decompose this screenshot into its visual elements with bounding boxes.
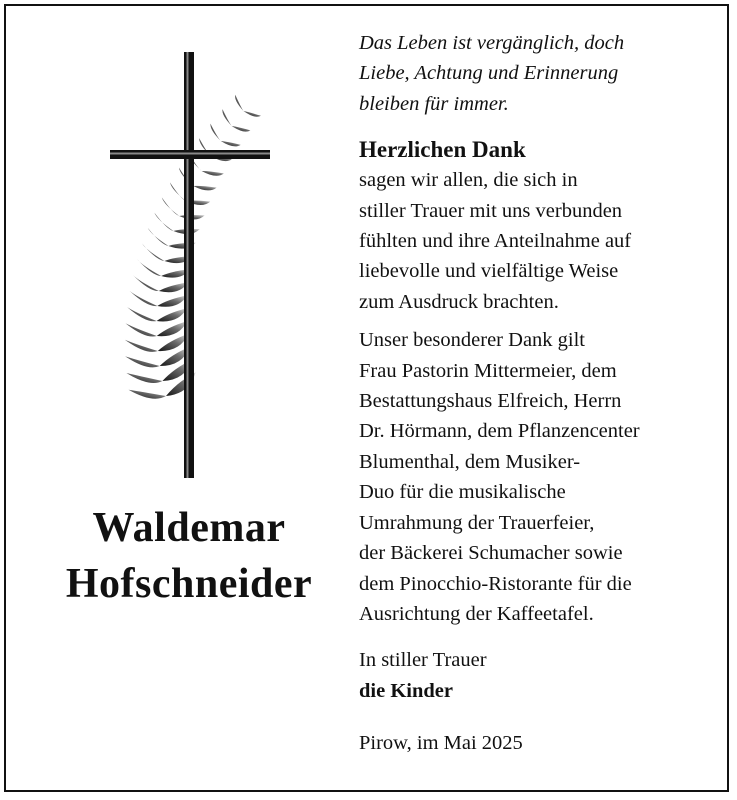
frond-leaflet	[157, 321, 187, 336]
special-thanks-line: Unser besonderer Dank gilt	[359, 329, 586, 352]
frond-leaflet	[232, 126, 251, 132]
frond-leaflet	[157, 308, 187, 321]
special-thanks-line: Blumenthal, dem Musiker-	[359, 450, 581, 473]
frond-leaflet	[125, 323, 156, 336]
frond-leaflet	[170, 182, 186, 201]
frond-leaflet	[133, 275, 159, 291]
frond-leaflet	[154, 213, 173, 231]
frond-leaflet	[202, 171, 224, 176]
closing-text: In stiller Trauer	[359, 649, 487, 672]
frond-leaflet	[142, 243, 165, 261]
frond-leaflet	[210, 124, 220, 141]
special-thanks-line: Umrahmung der Trauerfeier,	[359, 511, 595, 534]
deceased-last-name: Hofschneider	[65, 561, 313, 607]
motto	[359, 28, 725, 119]
thanks-text	[359, 165, 725, 317]
deceased-first-name: Waldemar	[92, 505, 286, 551]
motto-line: Liebe, Achtung und Erinnerung	[359, 62, 619, 85]
obituary-frame	[4, 4, 729, 792]
frond-leaflet	[127, 307, 157, 321]
thanks-line: stiller Trauer mit uns verbunden	[359, 199, 623, 222]
frond-leaflet	[126, 373, 162, 383]
frond-leaflet	[162, 197, 179, 216]
frond-leaflet	[243, 111, 261, 117]
frond-leaflet	[157, 295, 187, 306]
frond-leaflet	[221, 141, 241, 146]
frond-leaflet	[193, 186, 216, 191]
signature-text: die Kinder	[359, 679, 453, 702]
frond-leaflet	[158, 334, 188, 351]
frond-leaflet	[129, 390, 166, 399]
frond-leaflet	[222, 109, 231, 126]
special-thanks-line: Bestattungshaus Elfreich, Herrn	[359, 390, 622, 413]
motto-line: Das Leben ist vergänglich, doch	[359, 32, 625, 54]
right-column	[359, 28, 725, 759]
motto-line: bleiben für immer.	[359, 92, 509, 115]
thanks-line: sagen wir allen, die sich in	[359, 169, 578, 192]
frond-leaflet	[148, 228, 169, 246]
frond-leaflet	[137, 259, 161, 276]
thanks-heading: Herzlichen Dank	[359, 137, 526, 163]
thanks-line: zum Ausdruck brachten.	[359, 290, 559, 313]
closing-block	[359, 645, 725, 758]
frond-leaflet	[125, 356, 160, 367]
thanks-line: liebevolle und vielfältige Weise	[359, 260, 619, 283]
cross-with-palm-frond-icon	[106, 46, 286, 486]
cross-icon	[110, 52, 270, 478]
special-thanks-line: Frau Pastorin Mittermeier, dem	[359, 359, 617, 382]
frond-leaflet	[159, 282, 188, 292]
special-thanks-line: der Bäckerei Schumacher sowie	[359, 542, 623, 565]
frond-leaflet	[129, 291, 157, 306]
deceased-name	[6, 500, 372, 612]
frond-leaflet	[125, 340, 158, 352]
special-thanks-line: Dr. Hörmann, dem Pflanzencenter	[359, 420, 640, 443]
special-thanks-line: dem Pinocchio-Ristorante für die	[359, 572, 632, 595]
special-thanks-line: Duo für die musikalische	[359, 481, 566, 504]
special-thanks	[359, 325, 725, 629]
special-thanks-line: Ausrichtung der Kaffeetafel.	[359, 602, 594, 625]
thanks-line: fühlten und ihre Anteilnahme auf	[359, 230, 632, 253]
frond-leaflet	[235, 95, 243, 111]
left-column	[6, 6, 361, 790]
place-date: Pirow, im Mai 2025	[359, 732, 523, 755]
